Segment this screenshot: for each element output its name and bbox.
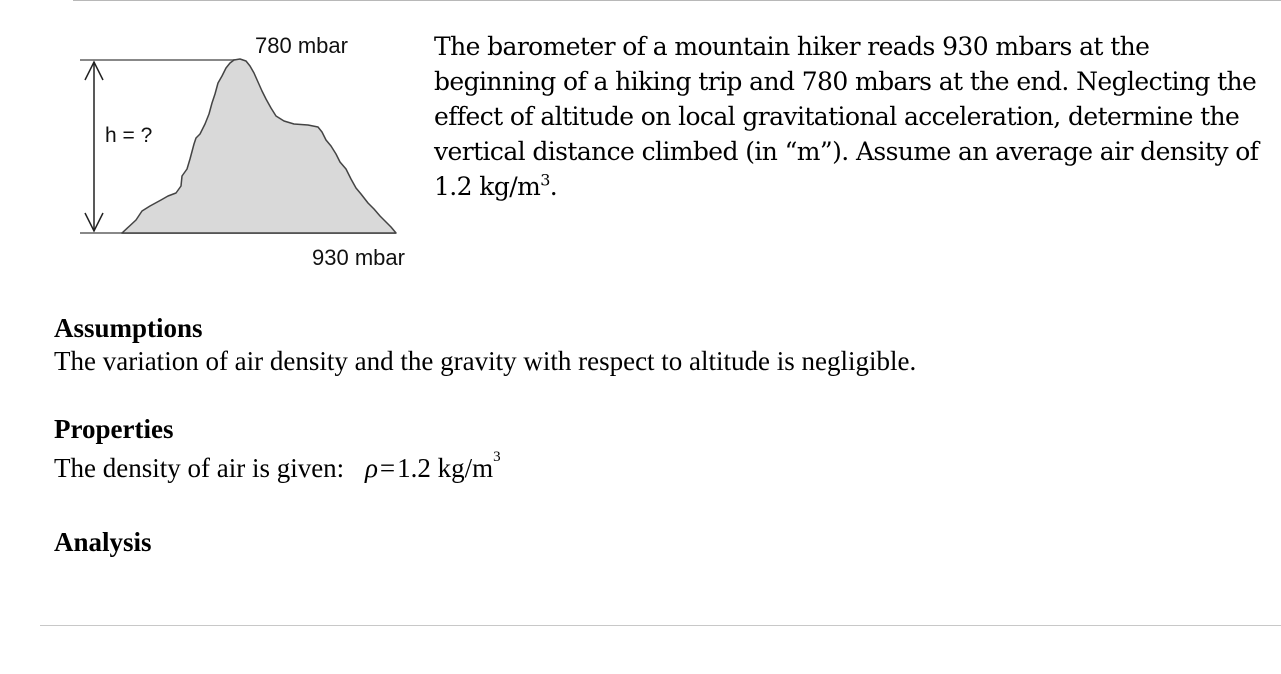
problem-text-end: . <box>549 172 558 201</box>
properties-heading: Properties <box>54 414 174 444</box>
density-symbol: ρ <box>364 453 378 483</box>
problem-text: The barometer of a mountain hiker reads 930 mbars at the beginning of a hiking trip and 780 mbars at the end. Neglecting the effect of altitude on local gravitational acceleration, determine the vertical distance climbed (in “m”). Assume an average air density of 1.2 kg/m <box>434 32 1259 201</box>
problem-exponent: 3 <box>540 170 550 190</box>
density-exponent: 3 <box>493 449 501 465</box>
mountain-diagram <box>78 28 438 278</box>
mountain-figure <box>78 28 438 278</box>
assumptions-heading: Assumptions <box>54 313 203 343</box>
properties-text <box>54 449 501 484</box>
properties-sentence: The density of air is given: <box>54 453 345 483</box>
equals-sign: = <box>379 453 396 483</box>
assumptions-text: The variation of air density and the gravity with respect to altitude is negligible. <box>54 346 917 376</box>
analysis-heading: Analysis <box>54 527 152 557</box>
height-label: h = ? <box>105 124 153 147</box>
density-value: 1.2 kg/m <box>397 453 494 483</box>
problem-statement <box>434 29 1269 204</box>
bottom-divider <box>40 625 1281 626</box>
mountain-shape <box>122 59 396 233</box>
bottom-pressure-label: 930 mbar <box>312 245 405 270</box>
top-pressure-label: 780 mbar <box>255 33 348 58</box>
top-divider <box>73 0 1281 1</box>
